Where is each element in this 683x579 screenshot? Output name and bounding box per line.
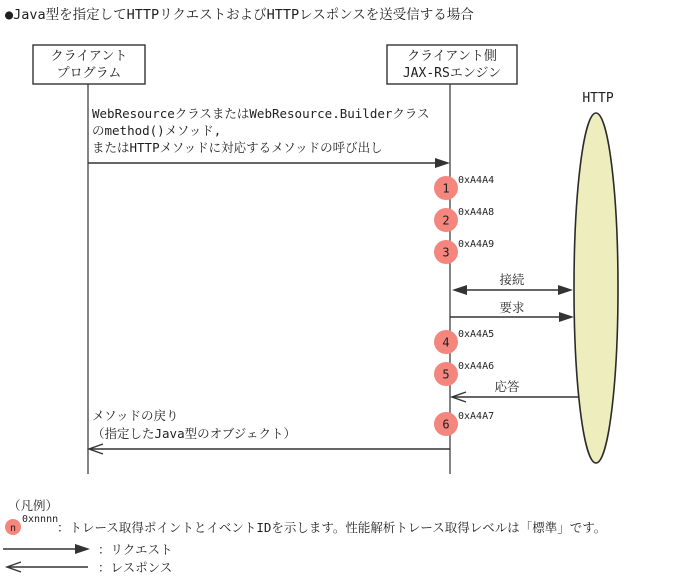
actor-jaxrs-engine [387,45,517,84]
response-label: 応答 [494,379,520,394]
request-label: 要求 [499,300,525,315]
message-request [450,300,574,322]
method-call-arrowhead-icon [435,158,450,168]
page-title: ●Java型を指定してHTTPリクエストおよびHTTPレスポンスを送受信する場合 [5,7,474,23]
trace-point-4 [434,329,494,354]
trace-event-id-1: 0xA4A4 [458,175,495,186]
legend [3,498,606,575]
message-connect [452,272,573,295]
actor-client-program [33,45,145,84]
http-ellipse [574,113,618,463]
jaxrs-engine-label-line2: JAX-RSエンジン [402,66,502,81]
legend-trace-description: ：トレース取得ポイントとイベントIDを示します。性能解析トレース取得レベルは「標準」です。 [57,520,607,535]
trace-event-id-4: 0xA4A5 [458,329,495,340]
actor-http [574,91,618,463]
legend-event-id-pattern: 0xnnnn [22,514,59,525]
legend-request-label: ：リクエスト [98,542,173,557]
message-method-call [88,106,450,168]
trace-point-6 [434,411,494,436]
method-return-text-line1: メソッドの戻り [92,408,179,423]
request-arrowhead-icon [559,312,574,322]
connect-left-arrowhead-icon [452,285,467,295]
method-return-text-line2: （指定したJava型のオブジェクト） [92,426,296,441]
jaxrs-engine-label-line1: クライアント側 [407,49,497,64]
client-program-label-line1: クライアント [50,49,128,64]
http-label: HTTP [582,91,614,106]
message-response [452,379,579,402]
legend-trace-circle-label: n [9,523,17,534]
message-method-return [89,408,450,454]
legend-heading: （凡例） [8,498,59,513]
connect-right-arrowhead-icon [558,285,573,295]
client-program-label-line2: プログラム [56,66,122,81]
method-call-text-line1: WebResourceクラスまたはWebResource.Builderクラス [92,106,430,121]
trace-event-id-5: 0xA4A6 [458,361,495,372]
trace-event-id-3: 0xA4A9 [458,239,495,250]
connect-label: 接続 [499,272,525,287]
trace-number-6: 6 [442,417,450,432]
trace-number-4: 4 [442,335,450,350]
trace-number-3: 3 [442,245,450,260]
legend-request-arrowhead-icon [75,544,90,554]
trace-number-5: 5 [442,367,450,382]
trace-event-id-6: 0xA4A7 [458,411,495,422]
method-call-text-line3: またはHTTPメソッドに対応するメソッドの呼び出し [92,140,383,155]
method-call-text-line2: のmethod()メソッド, [92,123,222,138]
trace-number-2: 2 [442,213,450,228]
trace-point-5 [434,361,494,386]
trace-point-1 [434,175,494,200]
trace-event-id-2: 0xA4A8 [458,207,495,218]
trace-point-3 [434,239,494,264]
trace-number-1: 1 [442,181,450,196]
trace-point-2 [434,207,494,232]
legend-response-label: ：レスポンス [98,560,173,575]
